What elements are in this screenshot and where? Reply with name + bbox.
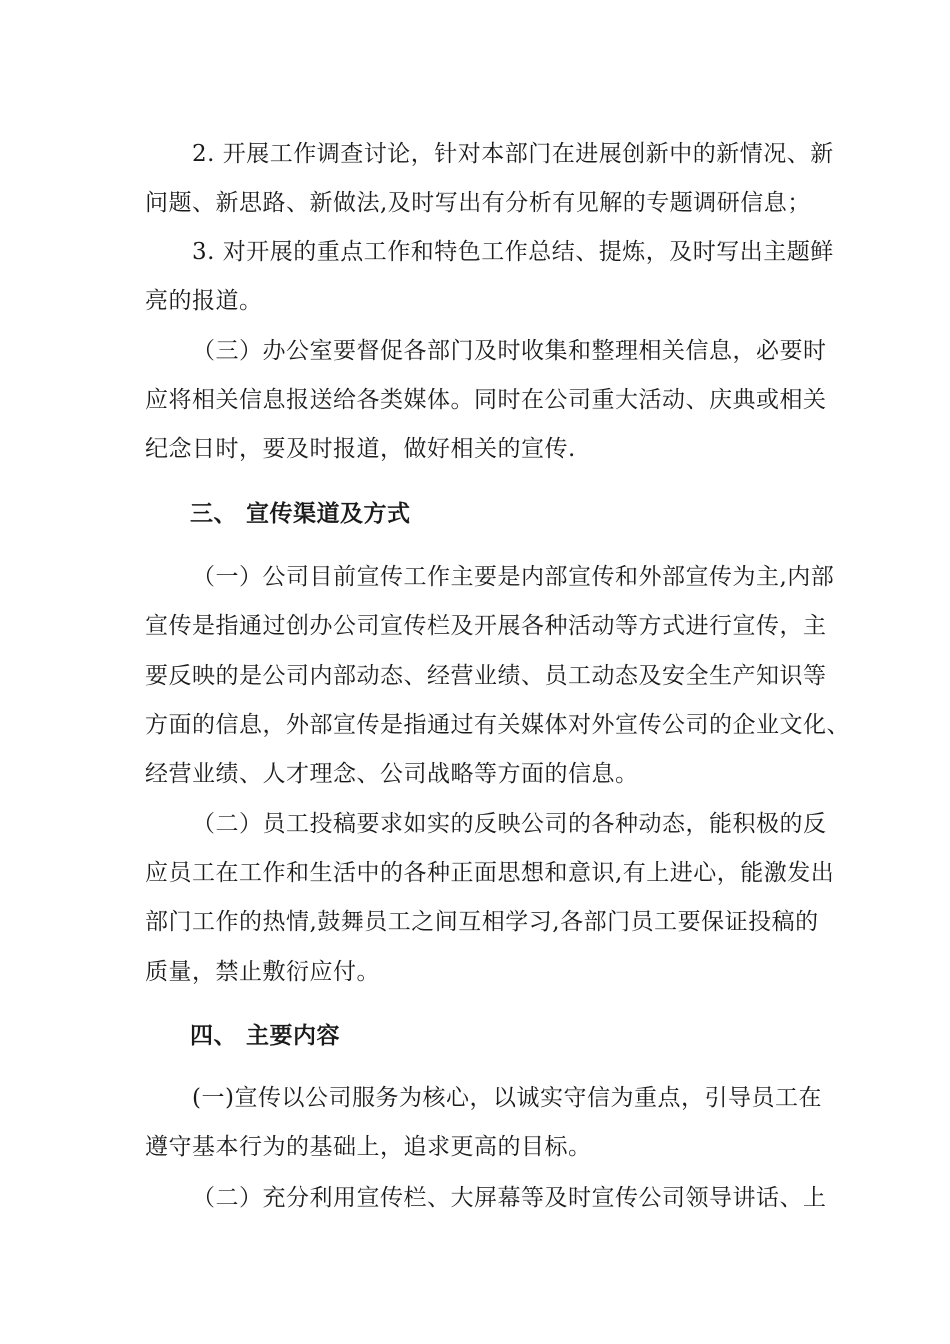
section-heading-4	[190, 1021, 340, 1051]
paragraph-line: 部门工作的热情,鼓舞员工之间互相学习,各部门员工要保证投稿的	[145, 909, 819, 935]
paragraph-line: （三）办公室要督促各部门及时收集和整理相关信息，必要时	[192, 338, 827, 364]
paragraph-line: （二）充分利用宣传栏、大屏幕等及时宣传公司领导讲话、上	[192, 1185, 827, 1211]
paragraph-line: 2. 开展工作调查讨论，针对本部门在进展创新中的新情况、新	[192, 141, 834, 167]
paragraph-line: 方面的信息，外部宣传是指通过有关媒体对外宣传公司的企业文化、	[145, 712, 850, 738]
paragraph-line: 问题、新思路、新做法,及时写出有分析有见解的专题调研信息；	[145, 190, 811, 216]
paragraph-line: （二）员工投稿要求如实的反映公司的各种动态，能积极的反	[192, 811, 827, 837]
section-number: 三、	[190, 501, 237, 527]
paragraph-line: 质量，禁止敷衍应付。	[145, 959, 380, 985]
paragraph-line: 经营业绩、人才理念、公司战略等方面的信息。	[145, 761, 639, 787]
paragraph-line: 应将相关信息报送给各类媒体。同时在公司重大活动、庆典或相关	[145, 387, 827, 413]
paragraph-line: 亮的报道。	[145, 288, 263, 314]
section-title: 宣传渠道及方式	[246, 501, 411, 527]
paragraph-line: 宣传是指通过创办公司宣传栏及开展各种活动等方式进行宣传，主	[145, 613, 827, 639]
section-title: 主要内容	[246, 1023, 340, 1049]
paragraph-line: （一）公司目前宣传工作主要是内部宣传和外部宣传为主,内部	[192, 564, 835, 590]
paragraph-line: 3. 对开展的重点工作和特色工作总结、提炼，及时写出主题鲜	[192, 239, 834, 265]
paragraph-line: (一)宣传以公司服务为核心，以诚实守信为重点，引导员工在	[192, 1085, 822, 1111]
paragraph-line: 纪念日时，要及时报道，做好相关的宣传.	[145, 436, 576, 462]
section-number: 四、	[190, 1023, 237, 1049]
paragraph-line: 应员工在工作和生活中的各种正面思想和意识,有上进心，能激发出	[145, 860, 835, 886]
section-heading-3	[190, 499, 411, 529]
paragraph-line: 要反映的是公司内部动态、经营业绩、员工动态及安全生产知识等	[145, 663, 827, 689]
paragraph-line: 遵守基本行为的基础上，追求更高的目标。	[145, 1134, 592, 1160]
